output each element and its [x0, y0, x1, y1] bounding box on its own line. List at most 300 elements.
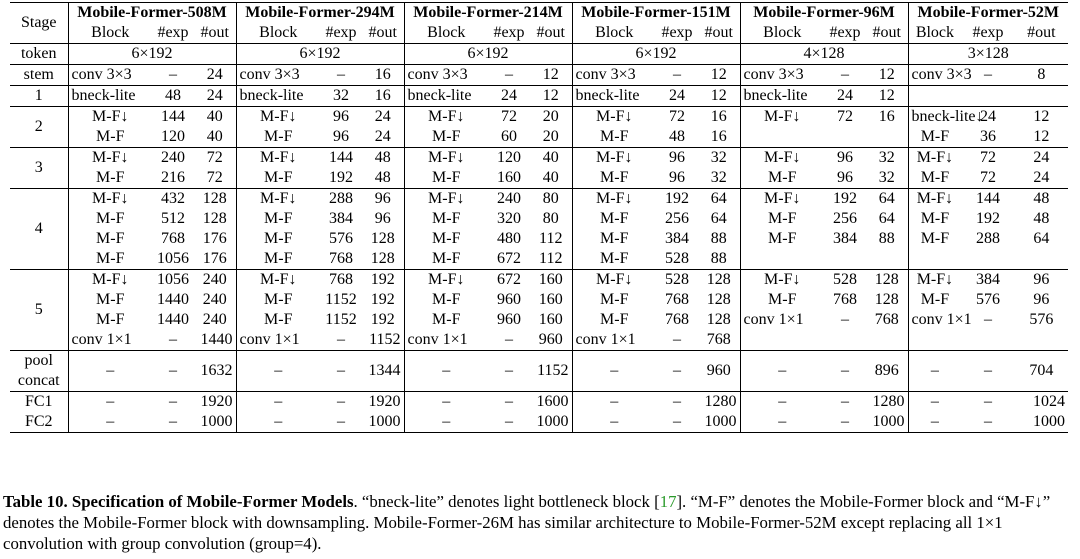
column-header: #out — [1015, 23, 1068, 44]
exp-cell: 672 — [497, 250, 521, 267]
exp-cell: – — [656, 65, 698, 86]
out-cell: 192 — [370, 311, 395, 328]
block-cell: – — [572, 412, 656, 433]
block-cell: M-F — [908, 290, 961, 310]
block-cell: M-F↓ — [572, 107, 656, 128]
column-header: #out — [698, 23, 740, 44]
model-header: Mobile-Former-214M — [404, 3, 572, 24]
table-row — [10, 209, 1068, 229]
out-cell — [1015, 249, 1068, 270]
table-row — [10, 310, 1068, 330]
block-cell: conv 1×1 — [908, 310, 961, 330]
block-cell: conv 3×3 — [740, 65, 824, 86]
block-cell: conv 1×1 — [236, 330, 320, 351]
block-cell: M-F — [404, 127, 488, 148]
exp-cell — [961, 249, 1014, 270]
exp-cell: 96 — [320, 107, 362, 128]
out-cell: 24 — [374, 128, 391, 145]
out-cell: 32 — [710, 169, 727, 186]
exp-cell: – — [320, 392, 362, 413]
out-cell: 1000 — [698, 412, 740, 433]
block-cell: M-F↓ — [68, 189, 152, 210]
stage-label: FC1 — [10, 392, 68, 413]
stage-label: 4 — [10, 189, 68, 270]
out-cell: 704 — [1015, 351, 1068, 392]
table-row — [10, 351, 1068, 392]
out-cell: 48 — [362, 148, 404, 169]
exp-cell: 48 — [669, 128, 685, 145]
stage-label: 2 — [10, 107, 68, 148]
block-cell: M-F — [740, 290, 824, 310]
block-cell — [740, 249, 824, 270]
block-cell: M-F — [572, 127, 656, 148]
column-header: #exp — [488, 23, 530, 44]
out-cell: 12 — [1033, 128, 1050, 145]
column-header: Block — [404, 23, 488, 44]
block-cell: M-F — [404, 249, 488, 270]
out-cell: 64 — [710, 210, 727, 227]
out-cell: 128 — [698, 270, 740, 291]
exp-cell — [824, 127, 866, 148]
block-cell: M-F — [404, 310, 488, 330]
exp-cell: 384 — [961, 270, 1014, 291]
exp-cell: 384 — [833, 230, 857, 247]
out-cell: 1152 — [530, 351, 572, 392]
block-cell: M-F↓ — [236, 107, 320, 128]
stage-header: Stage — [10, 3, 68, 44]
column-header: #out — [362, 23, 404, 44]
out-cell: 176 — [202, 250, 227, 267]
out-cell: 1920 — [194, 392, 236, 413]
exp-cell: – — [488, 351, 530, 392]
token-cell: 6×192 — [236, 44, 404, 65]
exp-cell: – — [152, 65, 194, 86]
model-header: Mobile-Former-508M — [68, 3, 236, 24]
caption-text-a: . “bneck-lite” denotes light bottleneck block [ — [353, 492, 660, 511]
exp-cell: 384 — [329, 210, 353, 227]
table-row — [10, 148, 1068, 169]
out-cell: 40 — [530, 148, 572, 169]
column-header: Block — [572, 23, 656, 44]
block-cell: M-F↓ — [236, 270, 320, 291]
out-cell — [1015, 86, 1068, 107]
stage-label: token — [10, 44, 68, 65]
block-cell: – — [740, 351, 824, 392]
block-cell: M-F↓ — [908, 270, 961, 291]
block-cell: M-F — [68, 127, 152, 148]
token-row — [10, 44, 1068, 65]
block-cell: conv 3×3 — [236, 65, 320, 86]
block-cell: M-F — [236, 229, 320, 249]
citation-link[interactable]: 17 — [659, 492, 677, 511]
table-caption — [3, 491, 1075, 554]
block-cell: bneck-lite — [572, 86, 656, 107]
block-cell: M-F — [740, 209, 824, 229]
out-cell: 12 — [698, 86, 740, 107]
out-cell: 240 — [194, 270, 236, 291]
out-cell: 240 — [202, 311, 227, 328]
table-row — [10, 290, 1068, 310]
model-header-row — [10, 3, 1068, 24]
exp-cell — [824, 330, 866, 351]
column-header: #out — [194, 23, 236, 44]
exp-cell: 480 — [497, 230, 521, 247]
block-cell: M-F↓ — [236, 189, 320, 210]
stage-label-line: concat — [17, 372, 60, 389]
block-cell: – — [740, 412, 824, 433]
table-row — [10, 86, 1068, 107]
block-cell: M-F — [404, 229, 488, 249]
out-cell: 1600 — [530, 392, 572, 413]
block-cell: M-F↓ — [68, 270, 152, 291]
out-cell: 192 — [370, 291, 395, 308]
exp-cell: – — [984, 311, 992, 328]
block-cell: M-F — [572, 209, 656, 229]
block-cell: M-F — [236, 310, 320, 330]
exp-cell: 320 — [497, 210, 521, 227]
token-cell: 4×128 — [740, 44, 908, 65]
exp-cell: 528 — [656, 270, 698, 291]
exp-cell: 1152 — [325, 311, 357, 328]
exp-cell: 96 — [669, 169, 685, 186]
out-cell: 40 — [194, 107, 236, 128]
block-cell: M-F — [404, 168, 488, 189]
exp-cell: 72 — [488, 107, 530, 128]
out-cell: 160 — [538, 291, 563, 308]
column-header: #exp — [320, 23, 362, 44]
exp-cell: 768 — [329, 250, 353, 267]
out-cell: 1000 — [530, 412, 572, 433]
exp-cell: – — [673, 331, 681, 348]
column-header: #exp — [656, 23, 698, 44]
table-row — [10, 189, 1068, 210]
out-cell: 1440 — [200, 331, 233, 348]
exp-cell: 192 — [329, 169, 353, 186]
out-cell: 48 — [374, 169, 391, 186]
block-cell: M-F↓ — [68, 107, 152, 128]
out-cell: 160 — [538, 311, 563, 328]
out-cell: 64 — [1033, 230, 1050, 247]
exp-cell: – — [961, 392, 1014, 413]
block-cell: M-F↓ — [908, 148, 961, 169]
out-cell: 8 — [1015, 65, 1068, 86]
out-cell — [1015, 330, 1068, 351]
token-cell: 6×192 — [572, 44, 740, 65]
block-cell: bneck-lite — [404, 86, 488, 107]
out-cell: 128 — [866, 270, 908, 291]
exp-cell: – — [656, 351, 698, 392]
exp-cell: 96 — [333, 128, 349, 145]
exp-cell: 240 — [488, 189, 530, 210]
out-cell: 16 — [866, 107, 908, 128]
block-cell: – — [572, 392, 656, 413]
out-cell: 40 — [542, 169, 559, 186]
block-cell: M-F — [68, 229, 152, 249]
block-cell: M-F — [68, 209, 152, 229]
out-cell: 1000 — [194, 412, 236, 433]
exp-cell: 432 — [152, 189, 194, 210]
block-cell: conv 1×1 — [572, 330, 656, 351]
out-cell: 16 — [362, 65, 404, 86]
exp-cell: 72 — [656, 107, 698, 128]
exp-cell: 72 — [824, 107, 866, 128]
exp-cell: 288 — [976, 230, 1000, 247]
out-cell: 12 — [866, 65, 908, 86]
out-cell: 48 — [1015, 189, 1068, 210]
block-cell: M-F↓ — [572, 270, 656, 291]
exp-cell: – — [320, 412, 362, 433]
model-header: Mobile-Former-96M — [740, 3, 908, 24]
block-cell — [908, 330, 961, 351]
out-cell: 176 — [202, 230, 227, 247]
exp-cell: 1056 — [157, 250, 189, 267]
block-cell: M-F — [908, 127, 961, 148]
model-header: Mobile-Former-294M — [236, 3, 404, 24]
out-cell: 40 — [206, 128, 223, 145]
out-cell: 96 — [374, 210, 391, 227]
out-cell: 72 — [194, 148, 236, 169]
block-cell: M-F↓ — [740, 148, 824, 169]
exp-cell: 256 — [833, 210, 857, 227]
stage-label: stem — [10, 65, 68, 86]
stage-label — [10, 351, 68, 392]
out-cell: 88 — [878, 230, 895, 247]
block-cell: conv 3×3 — [404, 65, 488, 86]
table-body — [10, 44, 1068, 433]
exp-cell: – — [505, 331, 513, 348]
block-cell: – — [572, 351, 656, 392]
out-cell: 88 — [710, 230, 727, 247]
exp-cell: 1440 — [157, 291, 189, 308]
exp-cell: 768 — [161, 230, 185, 247]
out-cell: 1344 — [362, 351, 404, 392]
block-cell: M-F↓ — [236, 148, 320, 169]
block-cell: bneck-lite — [740, 86, 824, 107]
specification-table — [10, 2, 1068, 433]
block-cell: M-F — [68, 290, 152, 310]
block-cell: M-F — [404, 290, 488, 310]
block-cell: – — [68, 351, 152, 392]
block-cell: – — [236, 351, 320, 392]
block-cell: bneck-lite — [236, 86, 320, 107]
exp-cell: – — [961, 351, 1014, 392]
out-cell: 960 — [538, 331, 563, 348]
exp-cell: 192 — [824, 189, 866, 210]
column-header: Block — [740, 23, 824, 44]
block-cell: conv 1×1 — [68, 330, 152, 351]
exp-cell: 192 — [976, 210, 1000, 227]
block-cell: M-F — [572, 249, 656, 270]
block-cell: M-F — [404, 209, 488, 229]
stage-label-line: pool — [24, 352, 53, 369]
out-cell: 1000 — [866, 412, 908, 433]
out-cell: 128 — [194, 189, 236, 210]
stage-label: 5 — [10, 270, 68, 351]
exp-cell: 120 — [161, 128, 185, 145]
out-cell: 80 — [530, 189, 572, 210]
out-cell: 32 — [878, 169, 895, 186]
exp-cell: 960 — [497, 291, 521, 308]
exp-cell: 32 — [320, 86, 362, 107]
out-cell: 32 — [698, 148, 740, 169]
table-row — [10, 249, 1068, 270]
out-cell: 20 — [542, 128, 559, 145]
block-cell — [740, 330, 824, 351]
exp-cell: 144 — [320, 148, 362, 169]
exp-cell: 960 — [497, 311, 521, 328]
exp-cell: 144 — [152, 107, 194, 128]
table-row — [10, 65, 1068, 86]
exp-cell: 192 — [656, 189, 698, 210]
model-header: Mobile-Former-52M — [908, 3, 1068, 24]
out-cell: 16 — [710, 128, 727, 145]
column-header: #out — [866, 23, 908, 44]
token-cell: 6×192 — [404, 44, 572, 65]
exp-cell: 96 — [837, 169, 853, 186]
out-cell: 24 — [194, 86, 236, 107]
exp-cell: 768 — [320, 270, 362, 291]
table-row — [10, 392, 1068, 413]
out-cell: 20 — [530, 107, 572, 128]
exp-cell: – — [337, 331, 345, 348]
exp-cell: 576 — [976, 291, 1000, 308]
exp-cell: 528 — [665, 250, 689, 267]
stage-label: 3 — [10, 148, 68, 189]
out-cell — [866, 127, 908, 148]
table-row — [10, 127, 1068, 148]
block-cell: – — [404, 392, 488, 413]
exp-cell: 72 — [961, 148, 1014, 169]
exp-cell: – — [824, 412, 866, 433]
out-cell: 1000 — [362, 412, 404, 433]
block-cell: M-F — [236, 127, 320, 148]
out-cell: 88 — [710, 250, 727, 267]
exp-cell: – — [488, 65, 530, 86]
block-cell: M-F↓ — [908, 189, 961, 210]
out-cell: 1632 — [194, 351, 236, 392]
block-cell: M-F↓ — [740, 189, 824, 210]
exp-cell: – — [656, 412, 698, 433]
block-cell: conv 3×3 — [908, 65, 961, 86]
column-header: #exp — [152, 23, 194, 44]
table-row — [10, 412, 1068, 433]
table-row — [10, 270, 1068, 291]
exp-cell: – — [824, 392, 866, 413]
exp-cell: – — [169, 331, 177, 348]
out-cell: 1280 — [698, 392, 740, 413]
block-cell — [908, 86, 961, 107]
column-header: Block — [236, 23, 320, 44]
block-cell: – — [236, 412, 320, 433]
block-cell — [740, 127, 824, 148]
block-cell: conv 3×3 — [68, 65, 152, 86]
block-cell: bneck-lite — [68, 86, 152, 107]
caption-label: Table 10. — [3, 492, 68, 511]
out-cell: 12 — [1015, 107, 1068, 128]
token-cell: 3×128 — [908, 44, 1068, 65]
block-cell: M-F — [908, 168, 961, 189]
out-cell: 576 — [1029, 311, 1054, 328]
stage-label: FC2 — [10, 412, 68, 433]
block-cell: conv 1×1 — [740, 310, 824, 330]
exp-cell: – — [961, 65, 1014, 86]
out-cell: 128 — [706, 291, 731, 308]
out-cell: 160 — [530, 270, 572, 291]
exp-cell: 24 — [656, 86, 698, 107]
block-cell: – — [404, 412, 488, 433]
block-cell: M-F↓ — [740, 270, 824, 291]
block-cell: – — [908, 392, 961, 413]
out-cell: 768 — [706, 331, 731, 348]
out-cell: 24 — [1015, 148, 1068, 169]
exp-cell: 24 — [488, 86, 530, 107]
out-cell: 128 — [370, 230, 395, 247]
column-header: Block — [68, 23, 152, 44]
exp-cell: 36 — [980, 128, 996, 145]
exp-cell: 768 — [833, 291, 857, 308]
out-cell: 128 — [706, 311, 731, 328]
exp-cell — [961, 330, 1014, 351]
out-cell: 960 — [698, 351, 740, 392]
out-cell: 12 — [530, 86, 572, 107]
out-cell: 112 — [539, 230, 563, 247]
block-cell: M-F — [68, 249, 152, 270]
out-cell: 112 — [539, 250, 563, 267]
exp-cell: – — [152, 412, 194, 433]
block-cell — [908, 249, 961, 270]
exp-cell: 1440 — [157, 311, 189, 328]
exp-cell: 576 — [329, 230, 353, 247]
block-cell: M-F↓ — [404, 189, 488, 210]
table-row — [10, 229, 1068, 249]
out-cell: 1000 — [1015, 412, 1068, 433]
block-cell: M-F — [236, 209, 320, 229]
exp-cell: 256 — [665, 210, 689, 227]
block-cell: – — [740, 392, 824, 413]
exp-cell: – — [320, 351, 362, 392]
block-cell: bneck-lite↓ — [908, 107, 961, 128]
out-cell: 32 — [866, 148, 908, 169]
out-cell: 12 — [530, 65, 572, 86]
block-cell: – — [236, 392, 320, 413]
block-cell: M-F — [908, 229, 961, 249]
block-cell: M-F — [236, 290, 320, 310]
out-cell: 896 — [866, 351, 908, 392]
exp-cell: 672 — [488, 270, 530, 291]
out-cell: 128 — [202, 210, 227, 227]
out-cell: 24 — [362, 107, 404, 128]
out-cell: 192 — [362, 270, 404, 291]
out-cell: 96 — [1033, 291, 1050, 308]
block-cell: M-F — [908, 209, 961, 229]
out-cell: 64 — [878, 210, 895, 227]
exp-cell: 768 — [665, 311, 689, 328]
exp-cell: 1056 — [152, 270, 194, 291]
out-cell: 64 — [866, 189, 908, 210]
block-cell: M-F↓ — [740, 107, 824, 128]
exp-cell: – — [152, 351, 194, 392]
block-cell: M-F — [740, 168, 824, 189]
exp-cell: – — [824, 351, 866, 392]
block-cell: – — [908, 351, 961, 392]
out-cell: 16 — [698, 107, 740, 128]
out-cell — [866, 330, 908, 351]
block-cell: M-F — [236, 168, 320, 189]
block-cell: M-F↓ — [404, 107, 488, 128]
block-cell: – — [68, 412, 152, 433]
exp-cell: 1152 — [325, 291, 357, 308]
subheader-row — [10, 23, 1068, 44]
